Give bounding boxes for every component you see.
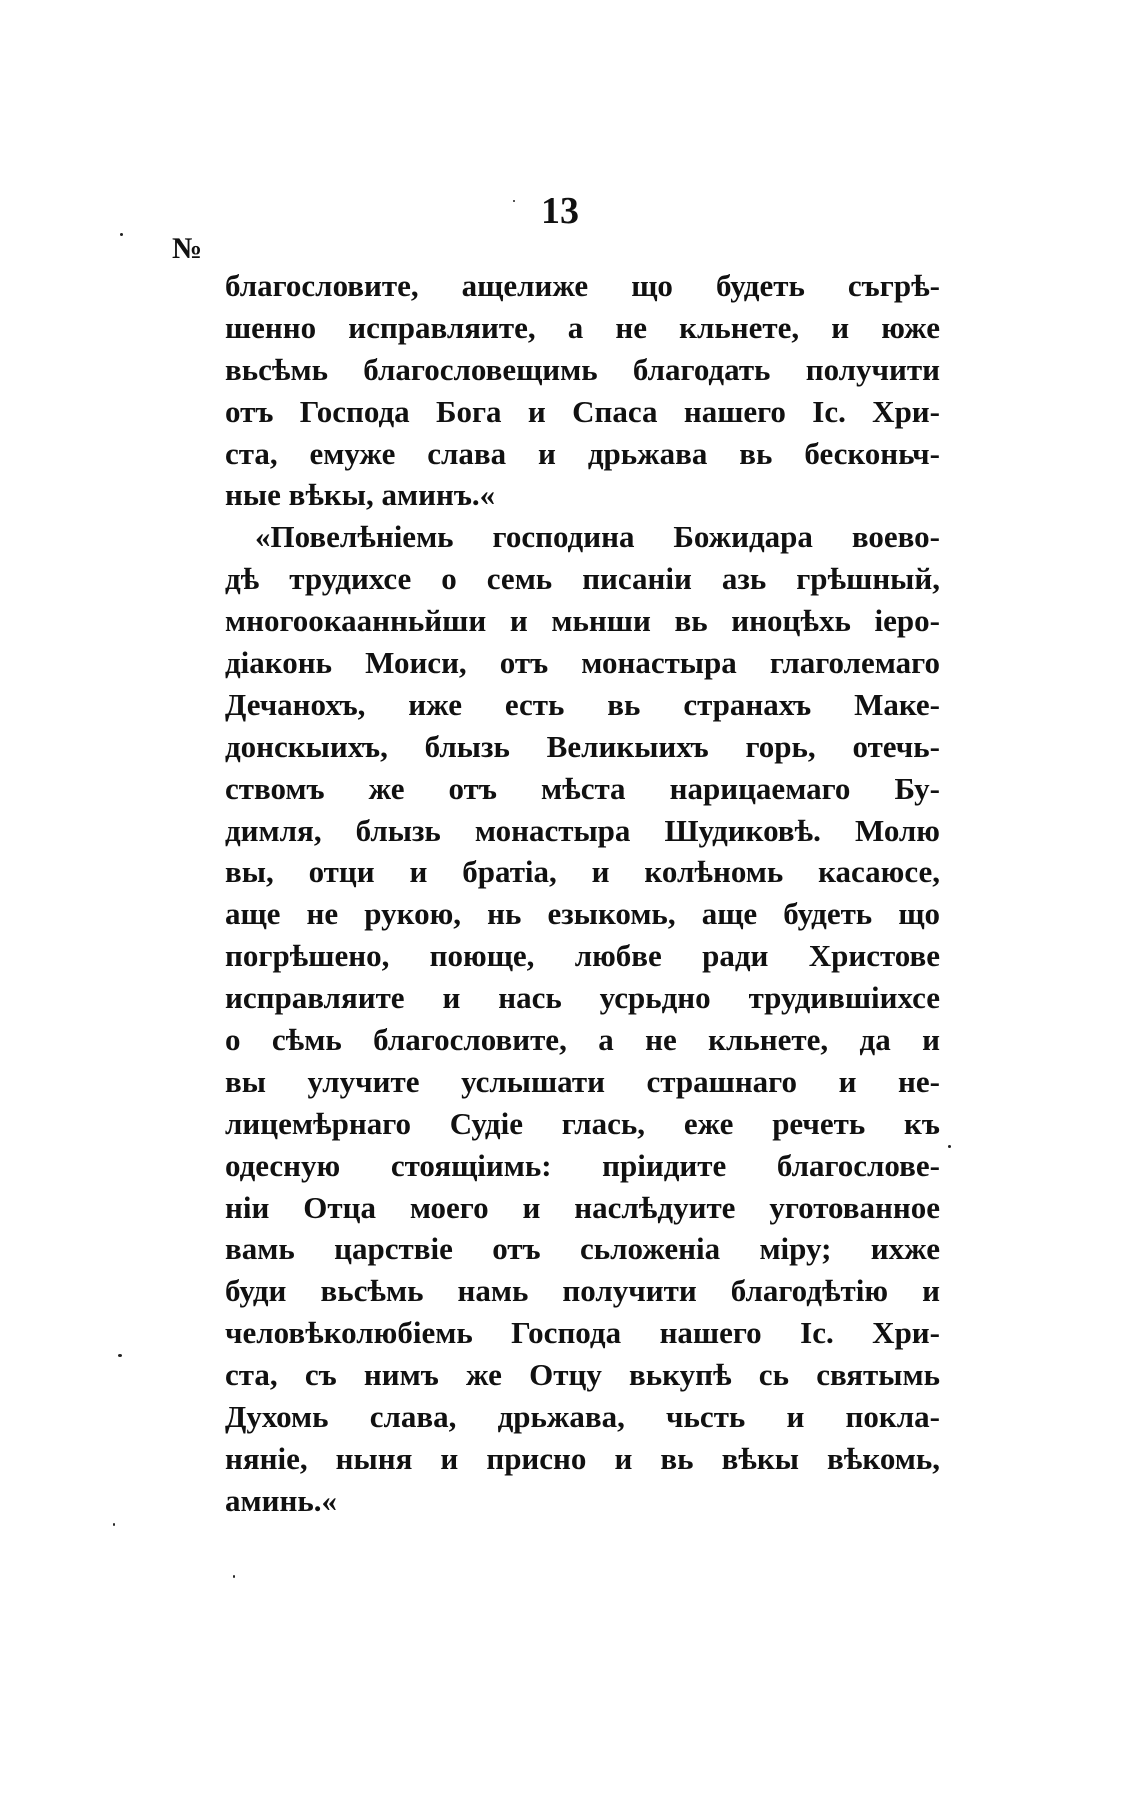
text-line: няніе, ныня и присно и вь вѣкы вѣкомь, <box>225 1440 940 1476</box>
text-line: отъ Господа Бога и Спаса нашего Іс. Хри- <box>225 393 940 429</box>
text-line: Дечанохъ, иже есть вь странахъ Маке- <box>225 686 940 722</box>
text-line: буди вьсѣмь намь получити благодѣтію и <box>225 1273 940 1309</box>
text-line: погрѣшено, поюще, любве ради Христове <box>225 938 940 974</box>
text-line: ные вѣкы, аминъ.« <box>225 477 496 513</box>
text-line: шенно исправляите, а не кльнете, и юже <box>225 309 940 345</box>
text-line: ствомъ же отъ мѣста нарицаемаго Бу- <box>225 770 940 806</box>
text-line: ста, съ нимъ же Отцу вькупѣ сь святымь <box>225 1357 940 1393</box>
text-line: діаконь Моиси, отъ монастыра глаголемаго <box>225 645 940 681</box>
text-line: человѣколюбіемь Господа нашего Іс. Хри- <box>225 1315 940 1351</box>
text-line: вамь царствіе отъ сьложеніа міру; ихже <box>225 1231 940 1267</box>
text-line: ста, емуже слава и дрьжава вь бесконьч- <box>225 435 940 471</box>
text-line: ніи Отца моего и наслѣдуите уготованное <box>225 1189 940 1225</box>
text-line: «Повелѣніемь господина Божидара воево- <box>255 519 940 555</box>
text-line: лицемѣрнаго Судіе глась, еже речеть къ <box>225 1105 940 1141</box>
body-text <box>225 265 940 1522</box>
text-line: димля, блызь монастыра Шудиковѣ. Молю <box>225 812 940 848</box>
text-line: многоокаанньйши и мьнши вь иноцѣхь іеро- <box>225 603 940 639</box>
text-line: о сѣмь благословите, а не кльнете, да и <box>225 1022 940 1058</box>
text-line: аще не рукою, нь езыкомь, аще будеть що <box>225 896 940 932</box>
text-line: дѣ трудихсе о семь писаніи азь грѣшный, <box>225 561 940 597</box>
text-line: донскыихъ, блызь Великыихъ горь, отечь- <box>225 728 940 764</box>
text-line: вы, отци и братіа, и колѣномь касаюсе, <box>225 854 940 890</box>
text-line: вы улучите услышати страшнаго и не- <box>225 1063 940 1099</box>
scan-speck <box>120 233 123 236</box>
text-line: благословите, ащелиже що будеть съгрѣ- <box>225 268 940 303</box>
scan-speck <box>113 1523 115 1526</box>
text-line: аминь.« <box>225 1482 337 1518</box>
text-line: вьсѣмь благословещимь благодать получити <box>225 351 940 387</box>
page-number: 13 <box>541 190 579 232</box>
text-line: Духомь слава, дрьжава, чьсть и покла- <box>225 1399 940 1435</box>
scan-speck <box>118 1354 122 1357</box>
scan-speck <box>233 1575 235 1578</box>
number-sign-mark: № <box>172 232 202 265</box>
text-line: одесную стоящіимь: пріидите благослове- <box>225 1147 940 1183</box>
scan-speck <box>513 200 515 202</box>
scan-speck <box>948 1145 951 1148</box>
text-line: исправляите и нась усрьдно трудившіихсе <box>225 980 940 1016</box>
